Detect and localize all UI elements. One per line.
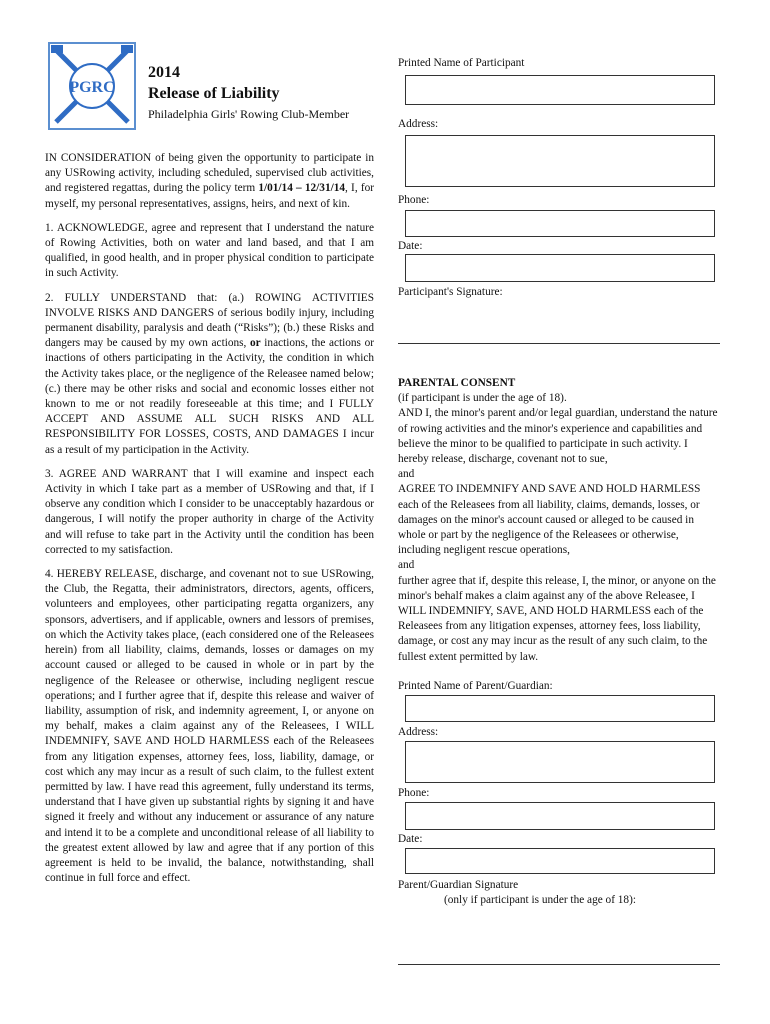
- consent-claim-text: further agree that if, despite this release, I, the minor, or anyone on the minor's behalf makes a claim against any of the above Releasee, I WILL INDEMNIFY, SAVE, AND HOLD HARMLESS each of the Releasees from any litigation expenses, attorney fees, loss liability, damage, or cost any may incur as the result of any such claim, to the fullest extent permitted by law.: [398, 574, 716, 663]
- guardian-signature-line[interactable]: [398, 964, 720, 965]
- club-name: Philadelphia Girls' Rowing Club-Member: [148, 107, 350, 121]
- participant-phone-label: Phone:: [398, 194, 430, 206]
- consent-release-text: AND I, the minor's parent and/or legal guardian, understand the nature of rowing activities and the minor's experience and capabilities and believe the minor to be qualified to participate in such activity. I hereby release, discharge, covenant not to sue,: [398, 407, 718, 466]
- oars-crest-icon: [46, 40, 138, 132]
- participant-address-field[interactable]: [405, 135, 715, 187]
- club-logo: [46, 40, 138, 132]
- guardian-phone-field[interactable]: [405, 802, 715, 830]
- guardian-date-label: Date:: [398, 833, 423, 845]
- consent-and-2: and: [398, 559, 415, 572]
- consent-and-1: and: [398, 468, 415, 481]
- participant-phone-field[interactable]: [405, 210, 715, 237]
- guardian-signature-note: (only if participant is under the age of 18):: [444, 894, 636, 906]
- svg-text:PGRC: PGRC: [69, 79, 115, 96]
- guardian-signature-label: Parent/Guardian Signature: [398, 879, 519, 891]
- consent-indemnify-text: AGREE TO INDEMNIFY AND SAVE AND HOLD HARMLESS each of the Releasees from all liability, claims, demands, losses, or damages on the minor's account caused or alleged to be caused in whole or part by the negligence of the Releasees or otherwise, including negligent rescue operations,: [398, 483, 701, 557]
- release-terms: [45, 151, 374, 895]
- consent-heading: PARENTAL CONSENT: [398, 377, 516, 389]
- acknowledge-paragraph: 1. ACKNOWLEDGE, agree and represent that I understand the nature of Rowing Activities, both on water and land based, and that I am qualified, in good health, and in proper physical condition to participate in such Activity.: [45, 221, 374, 280]
- form-title: Release of Liability: [148, 85, 280, 102]
- guardian-date-field[interactable]: [405, 848, 715, 874]
- guardian-name-label: Printed Name of Parent/Guardian:: [398, 680, 553, 692]
- parental-consent: [398, 376, 720, 665]
- guardian-address-field[interactable]: [405, 741, 715, 783]
- participant-name-field[interactable]: [405, 75, 715, 105]
- guardian-phone-label: Phone:: [398, 787, 430, 799]
- guardian-address-label: Address:: [398, 726, 439, 738]
- participant-name-label: Printed Name of Participant: [398, 57, 525, 69]
- consent-age-note: (if participant is under the age of 18).: [398, 392, 567, 405]
- participant-date-label: Date:: [398, 240, 423, 252]
- intro-paragraph: IN CONSIDERATION of being given the opportunity to participate in any USRowing activity, including scheduled, supervised club activities, and registered regattas, during the policy term 1/01/14 – 12/31/14, I, for myself, my personal representatives, assigns, heirs, and next of kin.: [45, 152, 374, 210]
- warrant-paragraph: 3. AGREE AND WARRANT that I will examine and inspect each Activity in which I take part as a member of USRowing and that, if I observe any condition which I consider to be unacceptably hazardous or dangerous, I will notify the proper authority in charge of the Activity and will refuse to take part in the Activity until the condition has been corrected to my satisfaction.: [45, 467, 374, 556]
- participant-signature-label: Participant's Signature:: [398, 286, 503, 298]
- participant-signature-line[interactable]: [398, 343, 720, 344]
- understand-paragraph: 2. FULLY UNDERSTAND that: (a.) ROWING ACTIVITIES INVOLVE RISKS AND DANGERS of serious bodily injury, including permanent disability, paralysis and death (“Risks”); (b.) these Risks and dangers may be caused by my own actions, or inactions, the actions or inactions of others participating in the Activity, the condition in which the Activity takes place, or the negligence of the Releasee named below; (c.) there may be other risks and social and economic losses either not known to me or not readily foreseeable at this time; and I FULLY ACCEPT AND ASSUME ALL SUCH RISKS AND ALL RESPONSIBILITY FOR LOSSES, COSTS, AND DAMAGES I incur as a result of my participation in the Activity.: [45, 291, 374, 456]
- participant-date-field[interactable]: [405, 254, 715, 282]
- form-year: 2014: [148, 64, 180, 81]
- policy-term: 1/01/14 – 12/31/14: [258, 182, 346, 195]
- release-paragraph: 4. HEREBY RELEASE, discharge, and covenant not to sue USRowing, the Club, the Regatta, their administrators, directors, agents, officers, volunteers and employees, other participating regatta organizers, any sponsors, advertisers, and if applicable, owners and lessors of premises, on which the Activity takes place, (each considered one of the Releasees herein) from all liability, claims, demands, losses or damages on my account caused or alleged to be caused in whole or in part by the negligence of the Releasee or otherwise, including negligent rescue operations; and I further agree that if, despite this release and waiver of liability, assumption of risk, and indemnity agreement, I, or anyone on my behalf, makes a claim against any of the Releasees, I WILL INDEMNIFY, SAVE AND HOLD HARMLESS each of the Releasees from any litigation expenses, attorney fees, loss, liability, damage, or cost which any may incur as a result of such claim, to the fullest extent permitted by law. I have read this agreement, fully understand its terms, understand that I have given up substantial rights by signing it and have signed it freely and without any inducement or assurance of any nature and intend it to be a complete and unconditional release of all liability to the greatest extent allowed by law and agree that if any portion of this agreement is held to be invalid, the balance, notwithstanding, shall continue in full force and effect.: [45, 568, 374, 885]
- guardian-name-field[interactable]: [405, 695, 715, 722]
- participant-address-label: Address:: [398, 118, 439, 130]
